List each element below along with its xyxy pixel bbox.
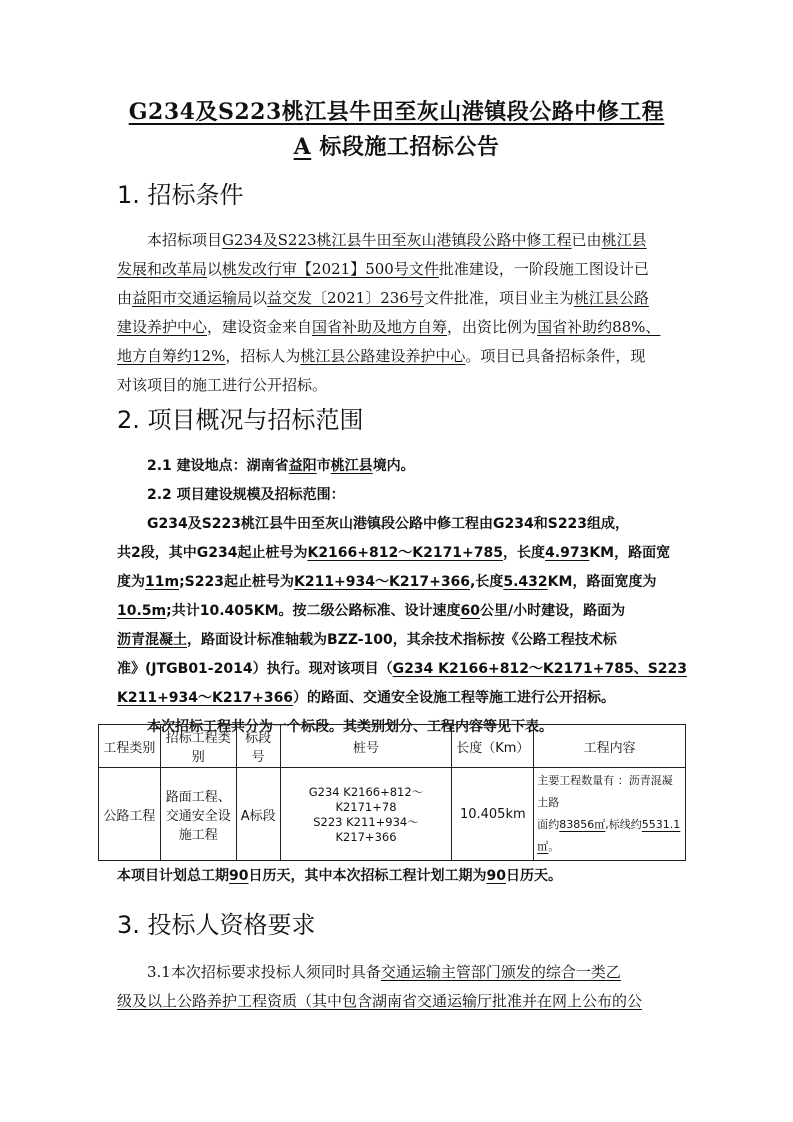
table-header: 工程类别 [99,725,161,768]
cell-category: 公路工程 [99,768,161,861]
table-header: 工程内容 [534,725,686,768]
content-line1: 主要工程数量有 ：沥青混凝土路 [537,774,673,809]
table-header: 标段号 [236,725,280,768]
section3-heading: 3. 投标人资格要求 [117,911,316,939]
content-line2: 面约83856㎡,标线约5531.1㎡。 [537,818,681,853]
section2-heading: 2. 项目概况与招标范围 [117,406,364,434]
table-header-row [99,725,686,768]
cell-content [534,768,686,861]
cell-section-no: A标段 [236,768,280,861]
section2-paragraph: 2.1 建设地点：湖南省益阳市桃江县境内。 2.2 项目建设规模及招标范围： G234及S223桃江县牛田至灰山港镇段公路中修工程由G234和S223组成， 共2段，其中G234起止桩号为K2166+812～K2171+785，长度4.973KM，路面宽 度为11m;S223起止桩号为K211+934～K217+366,长度5.432KM，路面宽度为 10.5m;共计10.405KM。按二级公路标准、设计速度60公里/小时建设，路面为 沥青混凝土，路面设计标准轴载为BZZ-100，其余技术指标按《公路工程技术标 准》(JTGB01-2014）执行。现对该项目（G234 K2166+812～K2171+785、S223 K211+934～K217+366）的路面、交通安全设施工程等施工进行公开招标。 本次招标工程共分为一个标段。其类别划分、工程内容等见下表。 [117,458,688,735]
table-header: 招标工程类别 [160,725,236,768]
section3-paragraph: 3.1本次招标要求投标人须同时具备交通运输主管部门颁发的综合一类乙 级及以上公路养护工程资质（其中包含湖南省交通运输厅批准并在网上公布的公 [117,963,643,1010]
table-header: 长度（Km） [452,725,534,768]
doc-title-line1: G234及S223桃江县牛田至灰山港镇段公路中修工程 [128,99,665,125]
cell-length: 10.405km [452,768,534,861]
cell-bid-category: 路面工程、交通安全设施工程 [160,768,236,861]
period-paragraph: 本项目计划总工期90日历天，其中本次招标工程计划工期为90日历天。 [117,868,562,884]
table-row [99,768,686,861]
table-header: 桩号 [280,725,452,768]
doc-title-line2: A 标段施工招标公告 [293,134,500,160]
cell-pile [280,768,452,861]
pile-g234: G234 K2166+812～K2171+78 [308,785,424,814]
pile-s223: S223 K211+934～K217+366 [313,815,419,844]
section1-heading: 1. 招标条件 [117,181,244,209]
section1-paragraph: 本招标项目G234及S223桃江县牛田至灰山港镇段公路中修工程已由桃江县 发展和改革局以桃发改行审【2021】500号文件批准建设，一阶段施工图设计已 由益阳市交通运输局以益交发〔2021〕236号文件批准，项目业主为桃江县公路 建设养护中心，建设资金来自国省补助及地方自筹，出资比例为国省补助约88%、 地方自筹约12%，招标人为桃江县公路建设养护中心。项目已具备招标条件，现 对该项目的施工进行公开招标。 [117,231,661,394]
bid-section-table [98,724,686,861]
